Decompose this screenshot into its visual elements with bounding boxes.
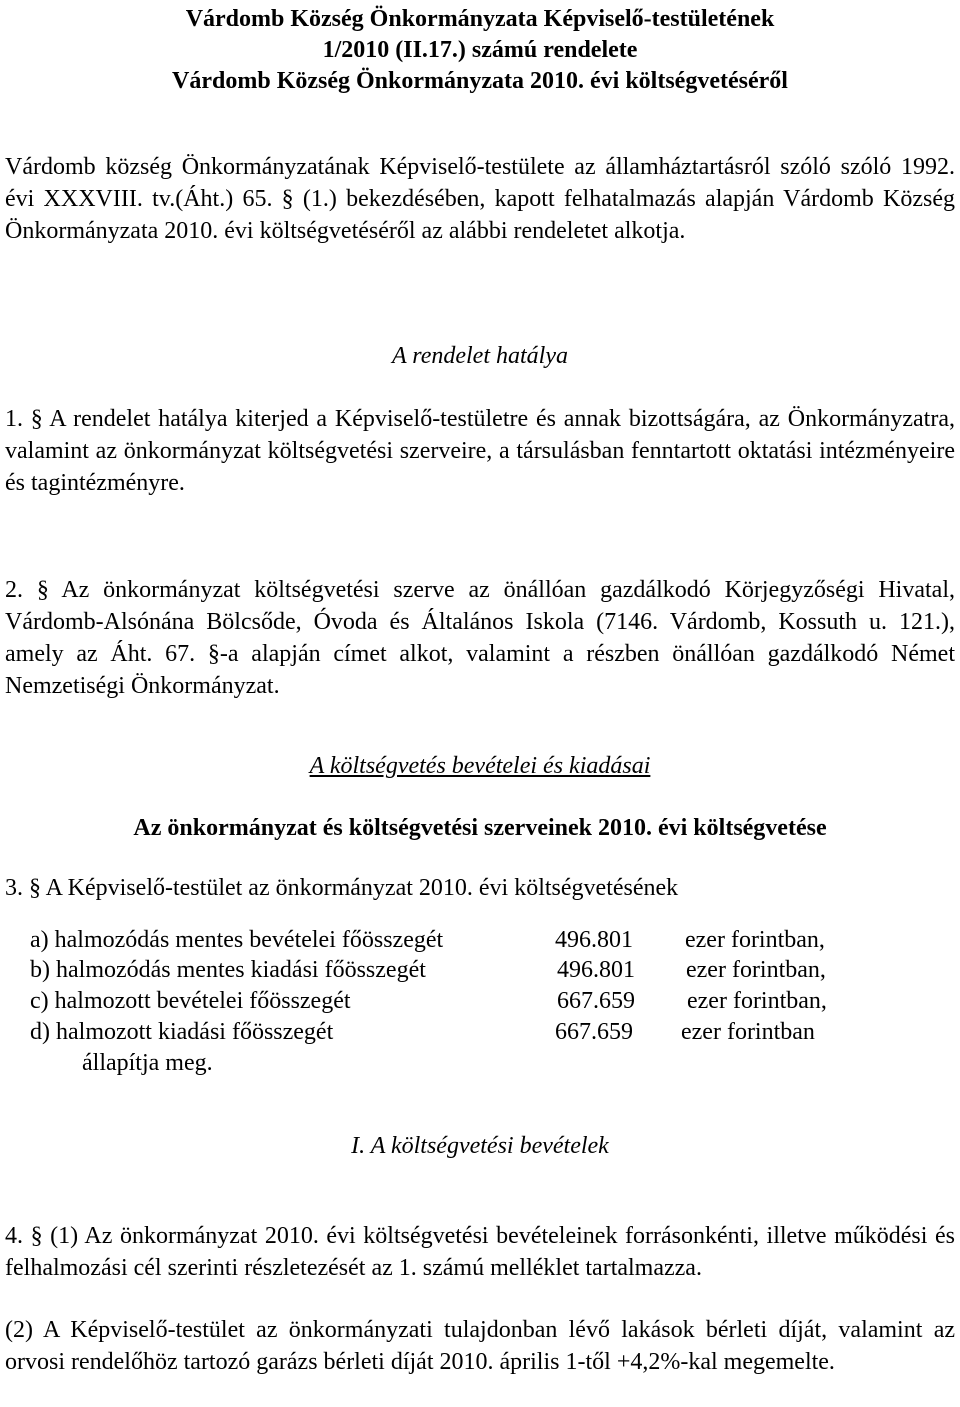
budget-item-value: 496.801 (555, 927, 633, 953)
section-heading-revenue: I. A költségvetési bevételek (351, 1133, 609, 1159)
budget-item-unit: ezer forintban, (685, 927, 825, 953)
budget-item-label: c) halmozott bevételei főösszegét (30, 988, 351, 1014)
budget-closing: állapítja meg. (82, 1050, 213, 1076)
budget-item-unit: ezer forintban, (687, 988, 827, 1014)
section-subheading-budget: Az önkormányzat és költségvetési szerveinek 2010. évi költségvetése (133, 815, 827, 841)
paragraph-4-2: (2) A Képviselő-testület az önkormányzati tulajdonban lévő lakások bérleti díját, valamint az orvosi rendelőhöz tartozó garázs bérleti díját 2010. április 1-től +4,2%-kal megemelte. (5, 1317, 955, 1375)
budget-item-value: 496.801 (557, 957, 635, 983)
budget-item-label: a) halmozódás mentes bevételei főösszegét (30, 927, 444, 953)
doc-title-line-2: 1/2010 (II.17.) számú rendelete (322, 37, 638, 63)
budget-item-value: 667.659 (555, 1019, 633, 1045)
paragraph-1: 1. § A rendelet hatálya kiterjed a Képviselő-testületre és annak bizottságára, az Önkormányzatra, valamint az önkormányzat költségvetési szerveire, a társulásban fenntartott oktatási intézményeire és tagintézményre. (5, 406, 955, 496)
paragraph-2: 2. § Az önkormányzat költségvetési szerve az önállóan gazdálkodó Körjegyzőségi Hivatal, Várdomb-Alsónána Bölcsőde, Óvoda és Általános Iskola (7146. Várdomb, Kossuth u. 121.), amely az Áht. 67. §-a alapján címet alkot, valamint a részben önállóan gazdálkodó Német Nemzetiségi Önkormányzat. (5, 577, 955, 699)
doc-title-line-3: Várdomb Község Önkormányzata 2010. évi költségvetéséről (172, 68, 788, 94)
budget-item-value: 667.659 (557, 988, 635, 1014)
budget-item-unit: ezer forintban, (686, 957, 826, 983)
section-heading-budget: A költségvetés bevételei és kiadásai (309, 753, 651, 779)
budget-item-label: b) halmozódás mentes kiadási főösszegét (30, 957, 426, 983)
budget-item-unit: ezer forintban (681, 1019, 815, 1045)
budget-item-label: d) halmozott kiadási főösszegét (30, 1019, 334, 1045)
section-heading-scope: A rendelet hatálya (392, 343, 568, 369)
paragraph-3: 3. § A Képviselő-testület az önkormányzat 2010. évi költségvetésének (5, 875, 679, 901)
doc-title-line-1: Várdomb Község Önkormányzata Képviselő-testületének (185, 6, 775, 32)
preamble-paragraph: Várdomb község Önkormányzatának Képviselő-testülete az államháztartásról szóló szóló 1992. évi XXXVIII. tv.(Áht.) 65. § (1.) bekezdésében, kapott felhatalmazás alapján Várdomb Község Önkormányzata 2010. évi költségvetéséről az alábbi rendeletet alkotja. (5, 154, 955, 244)
paragraph-4-1: 4. § (1) Az önkormányzat 2010. évi költségvetési bevételeinek forrásonkénti, illetve működési és felhalmozási cél szerinti részletezését az 1. számú melléklet tartalmazza. (5, 1223, 955, 1281)
